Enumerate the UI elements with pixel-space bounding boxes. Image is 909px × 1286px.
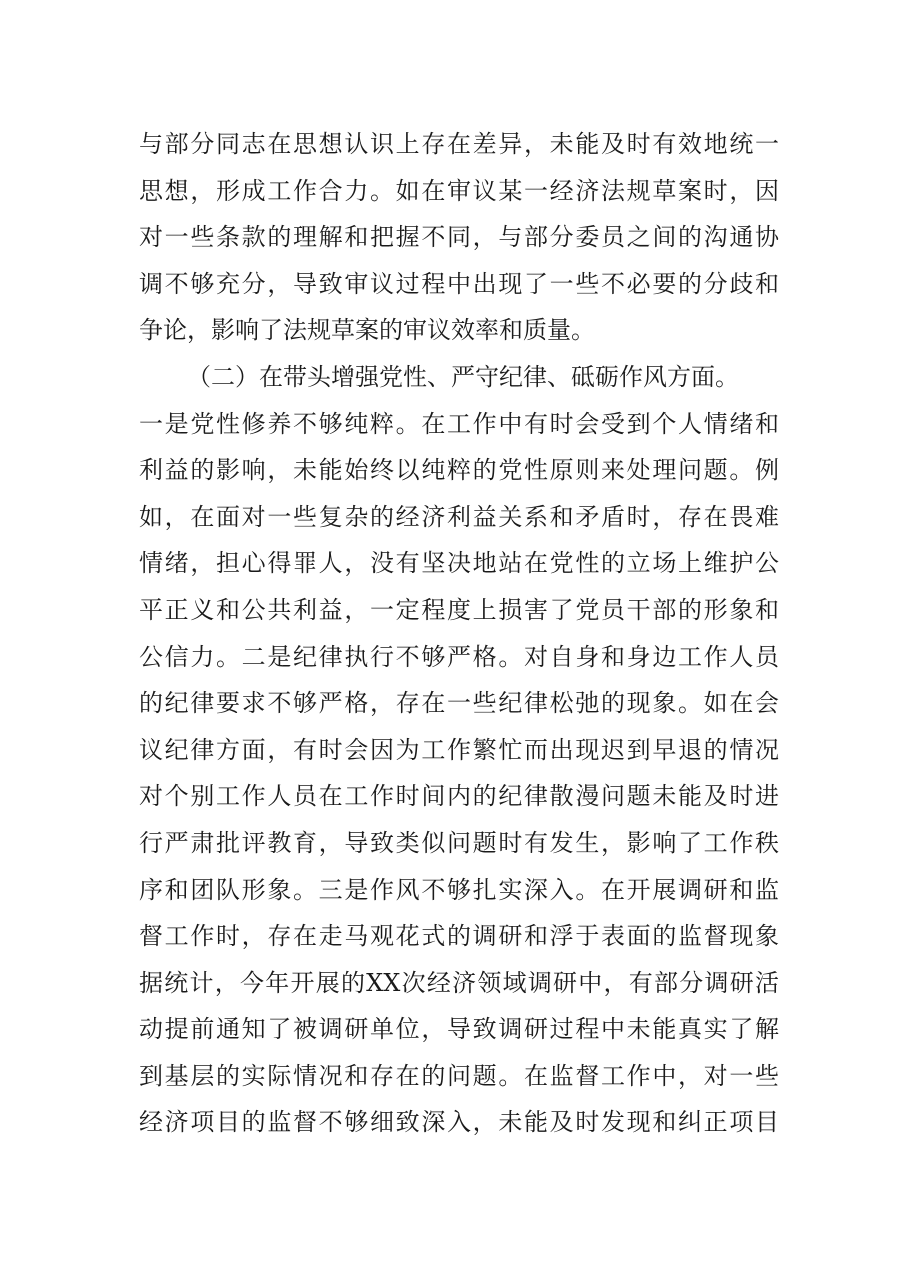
text-line: 思想，形成工作合力。如在审议某一经济法规草案时，因 <box>139 176 779 205</box>
text-line: 议纪律方面，有时会因为工作繁忙而出现迟到早退的情况 <box>139 735 779 764</box>
text-line: 调不够充分，导致审议过程中出现了一些不必要的分歧和 <box>139 269 779 298</box>
text-line: 争论，影响了法规草案的审议效率和质量。 <box>139 316 595 345</box>
text-line: 对一些条款的理解和把握不同，与部分委员之间的沟通协 <box>139 223 779 252</box>
text-line: 与部分同志在思想认识上存在差异，未能及时有效地统一 <box>139 130 779 158</box>
text-line: 情绪，担心得罪人，没有坚决地站在党性的立场上维护公 <box>139 549 779 578</box>
text-line: 督工作时，存在走马观花式的调研和浮于表面的监督现象 <box>139 922 779 951</box>
text-line: 平正义和公共利益，一定程度上损害了党员干部的形象和 <box>139 595 779 624</box>
text-line: 行严肃批评教育，导致类似问题时有发生，影响了工作秩 <box>139 828 779 857</box>
text-line: 到基层的实际情况和存在的问题。在监督工作中，对一些 <box>139 1061 779 1090</box>
text-line: 序和团队形象。三是作风不够扎实深入。在开展调研和监 <box>139 875 779 904</box>
text-line: 据统计，今年开展的XX次经济领域调研中，有部分调研活 <box>139 968 779 997</box>
text-line: 的纪律要求不够严格，存在一些纪律松弛的现象。如在会 <box>139 689 779 718</box>
text-line: 利益的影响，未能始终以纯粹的党性原则来处理问题。例 <box>139 456 779 485</box>
text-line: 一是党性修养不够纯粹。在工作中有时会受到个人情绪和 <box>139 409 779 438</box>
text-line: 如，在面对一些复杂的经济利益关系和矛盾时，存在畏难 <box>139 502 779 531</box>
text-line: 经济项目的监督不够细致深入，未能及时发现和纠正项目 <box>139 1108 779 1137</box>
text-line: 动提前通知了被调研单位，导致调研过程中未能真实了解 <box>139 1015 779 1044</box>
text-line: 对个别工作人员在工作时间内的纪律散漫问题未能及时进 <box>139 782 779 811</box>
section-heading: （二）在带头增强党性、严守纪律、砥砺作风方面。 <box>187 362 739 391</box>
text-line: 公信力。二是纪律执行不够严格。对自身和身边工作人员 <box>139 642 779 671</box>
document-body <box>139 121 779 1146</box>
